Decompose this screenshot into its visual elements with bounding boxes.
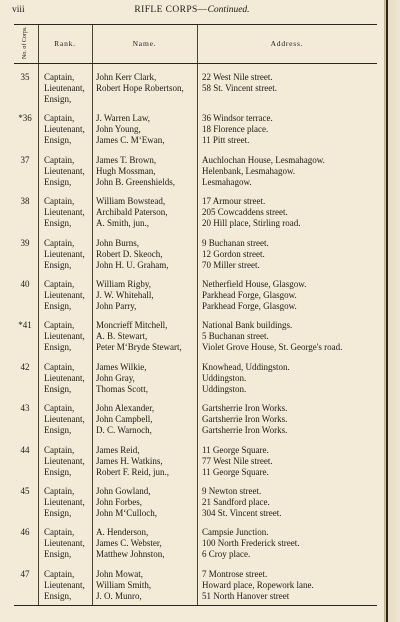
address-cell: Uddingston. (202, 383, 247, 394)
name-cell: J. O. Munro, (96, 590, 142, 601)
name-column (96, 196, 167, 229)
address-cell: 9 Buchanan street. (202, 237, 269, 248)
corps-number: 42 (20, 361, 30, 372)
rank-cell: Captain, (44, 361, 75, 372)
rank-cell: Ensign, (44, 590, 72, 601)
name-column (96, 445, 169, 478)
rank-cell: Captain, (44, 237, 75, 248)
rank-cell: Lieutenant, (44, 248, 85, 259)
corps-number: 35 (20, 72, 30, 82)
rank-cell: Captain, (44, 486, 75, 496)
corps-number: 40 (20, 279, 30, 289)
rank-cell: Lieutenant, (44, 331, 85, 342)
name-column (96, 72, 184, 105)
name-cell: A. Henderson, (96, 527, 149, 538)
corps-number: 44 (20, 444, 30, 455)
address-column (202, 155, 325, 188)
rank-column (44, 238, 85, 271)
address-cell: Auchlochan House, Lesmahagow. (202, 154, 325, 165)
rank-cell: Lieutenant, (44, 124, 85, 135)
name-cell: Hugh Mossman, (96, 165, 156, 176)
address-cell: Howard place, Ropework lane. (202, 579, 314, 590)
name-column (96, 238, 169, 271)
rank-cell: Lieutenant, (44, 372, 85, 383)
name-cell: A. Smith, jun., (96, 218, 150, 229)
corps-number: 43 (20, 403, 30, 414)
address-cell: 18 Florence place. (202, 124, 269, 135)
rank-cell: Ensign, (44, 466, 72, 477)
name-cell: Robert F. Reid, jun., (96, 466, 170, 477)
name-column (96, 486, 157, 519)
name-cell: Robert Hope Robertson, (96, 83, 184, 93)
address-cell: 100 North Frederick street. (202, 538, 300, 549)
rank-cell: Captain, (44, 72, 75, 82)
name-cell (96, 94, 184, 105)
address-cell: 11 Pitt street. (202, 135, 250, 146)
name-column (96, 279, 154, 312)
address-cell: 22 West Nile street. (202, 72, 273, 82)
name-cell: D. C. Warnoch, (96, 425, 152, 436)
rank-column (44, 486, 85, 519)
name-cell: John Gowland, (96, 486, 151, 496)
corps-entry (14, 441, 377, 483)
rank-cell: Captain, (44, 444, 75, 455)
address-cell: Uddingston. (202, 372, 247, 383)
corps-number: 46 (20, 527, 30, 538)
rank-column (44, 279, 85, 312)
address-column (202, 279, 306, 312)
name-cell: Thomas Scott, (96, 383, 148, 394)
corps-entry (14, 275, 377, 317)
address-column (202, 569, 314, 602)
address-cell: 205 Cowcaddens street. (202, 207, 288, 218)
officers-table (14, 24, 377, 606)
corps-entry (14, 565, 377, 607)
table-header (14, 25, 377, 64)
rank-cell: Ensign, (44, 218, 72, 229)
name-cell: John M‘Culloch, (96, 508, 158, 518)
corps-entry (14, 482, 377, 524)
rank-cell: Lieutenant, (44, 538, 85, 549)
corps-entry (14, 151, 377, 193)
rank-cell: Lieutenant, (44, 207, 85, 218)
name-cell: John Gray, (96, 372, 135, 383)
name-column (96, 113, 165, 146)
address-cell: 20 Hill place, Stirling road. (202, 218, 301, 229)
address-cell: National Bank buildings. (202, 320, 293, 331)
name-cell: J. W. Whitehall, (96, 290, 154, 300)
address-column (202, 113, 273, 146)
address-cell: 304 St. Vincent street. (202, 508, 282, 518)
name-column (96, 569, 151, 602)
corps-entry (14, 358, 377, 400)
address-cell: 70 Miller street. (202, 259, 260, 270)
name-cell: William Bowstead, (96, 196, 166, 207)
address-cell: Gartsherrie Iron Works. (202, 425, 288, 436)
rank-cell: Lieutenant, (44, 455, 85, 466)
address-cell: 6 Croy place. (202, 549, 251, 560)
address-column (202, 527, 299, 560)
rank-cell: Ensign, (44, 259, 72, 270)
name-cell: William Rigby, (96, 279, 152, 289)
name-cell: Moncrieff Mitchell, (96, 320, 168, 331)
address-cell: Violet Grove House, St. George's road. (202, 342, 343, 353)
running-title-suffix: Continued. (207, 5, 250, 15)
page-header (0, 4, 384, 18)
address-cell: Lesmahagow. (202, 176, 252, 187)
corps-entry (14, 316, 377, 358)
address-cell: Parkhead Forge, Glasgow. (202, 290, 297, 300)
rank-column (44, 155, 85, 188)
rank-cell: Captain, (44, 527, 75, 538)
corps-number: *41 (18, 320, 32, 331)
rank-cell: Ensign, (44, 135, 72, 146)
corps-entry (14, 109, 377, 151)
address-column (202, 320, 342, 353)
address-cell: Helenbank, Lesmahagow. (202, 165, 296, 176)
rank-column (44, 569, 85, 602)
rank-cell: Lieutenant, (44, 497, 85, 507)
corps-entry (14, 234, 377, 276)
name-cell: William Smith, (96, 579, 152, 590)
address-cell: 11 George Square. (202, 444, 269, 455)
address-column (202, 445, 273, 478)
rank-cell: Lieutenant, (44, 414, 85, 425)
address-column (202, 72, 277, 105)
rank-cell: Ensign, (44, 383, 72, 394)
rank-cell: Ensign, (44, 425, 72, 436)
name-cell: John Parry, (96, 301, 137, 311)
address-cell: 51 North Hanover street (202, 590, 290, 601)
address-cell: 12 Gordon street. (202, 248, 265, 259)
rank-column (44, 72, 85, 105)
name-cell: John Mowat, (96, 568, 143, 579)
address-column (202, 362, 290, 395)
address-cell: Parkhead Forge, Glasgow. (202, 301, 297, 311)
address-cell: Gartsherrie Iron Works. (202, 414, 288, 425)
address-column-header: Address. (270, 39, 304, 48)
rank-cell: Ensign, (44, 94, 72, 104)
address-column (202, 403, 287, 436)
running-title (0, 5, 384, 15)
address-cell: 36 Windsor terrace. (202, 113, 273, 124)
address-cell: Netherfield House, Glasgow. (202, 279, 307, 289)
corps-number: *36 (18, 113, 32, 124)
rank-cell: Captain, (44, 196, 75, 207)
rank-cell: Captain, (44, 320, 75, 331)
address-cell: 7 Montrose street. (202, 568, 268, 579)
address-cell: 11 George Square. (202, 466, 269, 477)
name-cell: James Reid, (96, 444, 140, 455)
address-cell: Knowhead, Uddingston. (202, 361, 290, 372)
name-cell: John B. Greenshields, (96, 176, 175, 187)
name-column (96, 320, 182, 353)
rank-cell: Lieutenant, (44, 579, 85, 590)
name-column (96, 362, 148, 395)
corps-entry (14, 523, 377, 565)
address-column (202, 486, 282, 519)
rank-cell: Lieutenant, (44, 165, 85, 176)
name-cell: John Young, (96, 124, 141, 135)
rank-column (44, 445, 85, 478)
name-cell: James H. Watkins, (96, 455, 163, 466)
address-cell: 5 Buchanan street. (202, 331, 269, 342)
corps-column-header: No. of Corps. (22, 26, 28, 59)
name-cell: John Campbell, (96, 414, 153, 425)
name-cell: Archibald Paterson, (96, 207, 168, 218)
name-cell: John Burns, (96, 237, 140, 248)
name-cell: James C. M‘Ewan, (96, 135, 165, 146)
rank-cell: Ensign, (44, 176, 72, 187)
rank-cell: Lieutenant, (44, 290, 85, 300)
name-cell: J. Warren Law, (96, 113, 151, 124)
corps-entry (14, 192, 377, 234)
page-number: viii (12, 5, 25, 15)
address-column (202, 196, 300, 229)
name-cell: James T. Brown, (96, 154, 157, 165)
name-cell: Matthew Johnston, (96, 549, 165, 560)
rank-cell: Captain, (44, 279, 75, 289)
rank-cell: Captain, (44, 568, 75, 579)
rank-cell: Ensign, (44, 301, 72, 311)
corps-entry (14, 399, 377, 441)
rank-cell: Ensign, (44, 549, 72, 560)
name-column (96, 527, 165, 560)
running-title-text: RIFLE CORPS— (134, 5, 208, 15)
address-cell: Campsie Junction. (202, 527, 269, 538)
rank-cell: Lieutenant, (44, 83, 85, 93)
name-cell: John Forbes, (96, 497, 143, 507)
address-cell: 17 Armour street. (202, 196, 266, 207)
rank-column-header: Rank. (54, 39, 76, 48)
corps-number: 45 (20, 486, 30, 496)
name-cell: Robert D. Skeoch, (96, 248, 163, 259)
name-column (96, 155, 175, 188)
address-column (202, 238, 269, 271)
rank-cell: Captain, (44, 403, 75, 414)
rank-cell: Ensign, (44, 342, 72, 353)
rank-cell: Ensign, (44, 508, 72, 518)
address-cell (202, 94, 277, 105)
name-cell: Peter M‘Bryde Stewart, (96, 342, 182, 353)
corps-number: 37 (20, 154, 30, 165)
address-cell: 58 St. Vincent street. (202, 83, 278, 93)
corps-number: 38 (20, 196, 30, 207)
address-cell: 9 Newton street. (202, 486, 262, 496)
corps-entry (14, 68, 377, 110)
rank-column (44, 113, 85, 146)
page-gutter-line (386, 0, 388, 622)
name-cell: James C. Webster, (96, 538, 162, 549)
name-column-header: Name. (132, 39, 157, 48)
rank-column (44, 196, 85, 229)
corps-number: 39 (20, 237, 30, 248)
address-cell: 21 Sandford place. (202, 497, 270, 507)
address-cell: Gartsherrie Iron Works. (202, 403, 288, 414)
name-cell: James Wilkie, (96, 361, 147, 372)
rank-column (44, 527, 85, 560)
rank-cell: Captain, (44, 113, 75, 124)
name-cell: John Kerr Clark, (96, 72, 157, 82)
name-column (96, 403, 154, 436)
address-cell: 77 West Nile street. (202, 455, 273, 466)
corps-number: 47 (20, 568, 30, 579)
rank-cell: Captain, (44, 154, 75, 165)
rank-column (44, 403, 85, 436)
name-cell: A. B. Stewart, (96, 331, 148, 342)
rank-column (44, 320, 85, 353)
name-cell: John H. U. Graham, (96, 259, 169, 270)
rank-column (44, 362, 85, 395)
name-cell: John Alexander, (96, 403, 155, 414)
